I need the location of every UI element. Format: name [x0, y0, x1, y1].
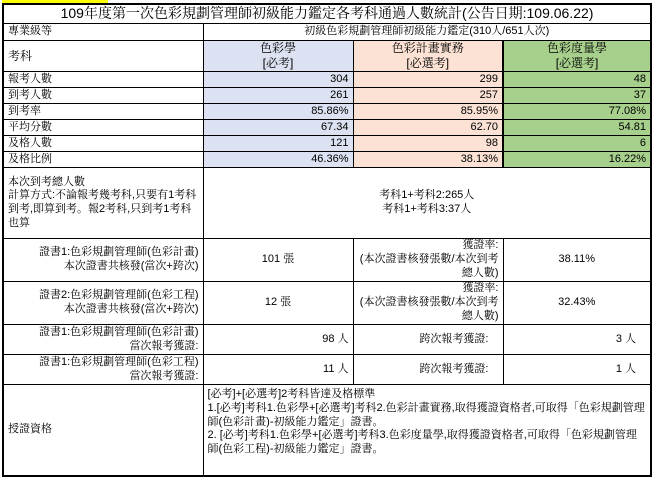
current-award-1-count: 98 人 [203, 325, 353, 355]
stat-value: 85.86% [203, 104, 353, 120]
stat-label: 報考人數 [3, 72, 203, 88]
certificate-2-name: 證書2:色彩規劃管理師(色彩工程) [39, 289, 199, 302]
level-label: 專業級等 [3, 24, 203, 41]
row-certificate-1 [3, 239, 651, 282]
subject-col-colorscience [203, 41, 353, 72]
stat-value: 46.36% [203, 152, 353, 168]
row-passed [3, 136, 651, 152]
stat-value: 67.34 [203, 120, 353, 136]
stat-label: 到考人數 [3, 88, 203, 104]
stat-value: 54.81 [503, 120, 651, 136]
subject-label: 考科 [3, 41, 203, 72]
row-current-award-1 [3, 325, 651, 355]
subject-col-colorimetry [503, 41, 651, 72]
subject-header-row [3, 41, 651, 72]
stat-label: 到考率 [3, 104, 203, 120]
level-row [3, 24, 651, 41]
current-award-1-label [3, 325, 203, 355]
subject-col-colorplanning [353, 41, 503, 72]
row-pass-rate [3, 152, 651, 168]
page-title: 109年度第一次色彩規劃管理師初級能力鑑定各考科通過人數統計(公告日期:109.06.22) [3, 4, 651, 24]
qualification-line-2: 1.[必考]考科1.色彩學+[必選考]考科2.色彩計畫實務,取得獲證資格者,可取得「色彩規劃管理師(色彩計畫)-初級能力鑑定」證書。 [207, 401, 645, 428]
qualification-line-1: [必考]+[必選考]2考科皆達及格標準 [207, 388, 376, 400]
certificate-1-name: 證書1:色彩規劃管理師(色彩計畫) [39, 246, 199, 259]
stat-value: 98 [353, 136, 503, 152]
certificate-1-issued-label: 本次證書共核發(當次+跨次) [63, 260, 199, 272]
attendance-line-1: 考科1+考科2:265人 [379, 189, 475, 202]
certificate-1-rate-label [353, 239, 503, 282]
stat-value: 77.08% [503, 104, 651, 120]
current-award-1-name: 證書1:色彩規劃管理師(色彩計畫) [39, 325, 199, 338]
stat-value: 16.22% [503, 152, 651, 168]
subject-name: 色彩度量學 [547, 41, 608, 55]
total-attendance-label [3, 168, 203, 239]
cross-award-2-count: 1 人 [503, 355, 651, 385]
qualification-label: 授證資格 [3, 385, 203, 477]
cross-award-1-count: 3 人 [503, 325, 651, 355]
row-current-award-2 [3, 355, 651, 385]
qualification-line-3: 2. [必考]考科1.色彩學+[必選考]考科3.色彩度量學,取得獲證資格者,可取得「色彩規劃管理師(色彩工程)-初級能力鑑定」證書。 [207, 429, 637, 455]
stat-value: 257 [353, 88, 503, 104]
row-applicants [3, 72, 651, 88]
stat-label: 及格比例 [3, 152, 203, 168]
stat-value: 62.70 [353, 120, 503, 136]
statistics-table [2, 3, 652, 477]
row-qualification [3, 385, 651, 477]
rate-title: 獲證率: [462, 239, 499, 252]
subject-requirement: [必選考] [406, 56, 450, 70]
rate-desc: (本次證書核發張數/本次到考總人數) [359, 296, 499, 322]
certificate-1-rate: 38.11% [503, 239, 651, 282]
certificate-1-count: 101 張 [203, 239, 353, 282]
total-attendance-title: 本次到考總人數 [8, 175, 85, 188]
row-certificate-2 [3, 282, 651, 325]
stat-value: 85.95% [353, 104, 503, 120]
subject-name: 色彩學 [259, 41, 296, 55]
total-attendance-note: 計算方式:不論報考幾考科,只要有1考科到考,即算到考。報2考科,只到考1考科也算 [8, 189, 197, 229]
certificate-2-count: 12 張 [203, 282, 353, 325]
subject-name: 色彩計畫實務 [391, 41, 464, 55]
attendance-line-2: 考科1+考科3:37人 [382, 203, 472, 215]
stat-value: 299 [353, 72, 503, 88]
current-award-2-name: 證書1:色彩規劃管理師(色彩工程) [39, 355, 199, 368]
certificate-2-rate: 32.43% [503, 282, 651, 325]
title-row [3, 4, 651, 24]
cross-award-2-label: 跨次報考獲證: [353, 355, 503, 385]
cross-award-1-label: 跨次報考獲證: [353, 325, 503, 355]
row-attended [3, 88, 651, 104]
current-award-2-count: 11 人 [203, 355, 353, 385]
stat-value: 261 [203, 88, 353, 104]
stat-value: 6 [503, 136, 651, 152]
row-total-attendance [3, 168, 651, 239]
certificate-2-rate-label [353, 282, 503, 325]
certificate-2-issued-label: 本次證書共核發(當次+跨次) [63, 303, 199, 315]
stat-value: 38.13% [353, 152, 503, 168]
total-attendance-values [203, 168, 651, 239]
current-award-2-label [3, 355, 203, 385]
row-attendance-rate [3, 104, 651, 120]
current-award-2-sub: 當次報考獲證: [129, 369, 199, 382]
rate-desc: (本次證書核發張數/本次到考總人數) [359, 253, 499, 279]
certificate-2-label [3, 282, 203, 325]
stat-label: 及格人數 [3, 136, 203, 152]
certificate-1-label [3, 239, 203, 282]
stat-value: 37 [503, 88, 651, 104]
stat-label: 平均分數 [3, 120, 203, 136]
current-award-1-sub: 當次報考獲證: [129, 339, 199, 352]
subject-requirement: [必考] [262, 56, 294, 70]
stat-value: 304 [203, 72, 353, 88]
level-value: 初級色彩規劃管理師初級能力鑑定(310人/651人次) [203, 24, 651, 41]
subject-requirement: [必選考] [555, 56, 599, 70]
stat-value: 48 [503, 72, 651, 88]
stat-value: 121 [203, 136, 353, 152]
row-average-score [3, 120, 651, 136]
qualification-text [203, 385, 651, 477]
rate-title: 獲證率: [462, 282, 499, 295]
